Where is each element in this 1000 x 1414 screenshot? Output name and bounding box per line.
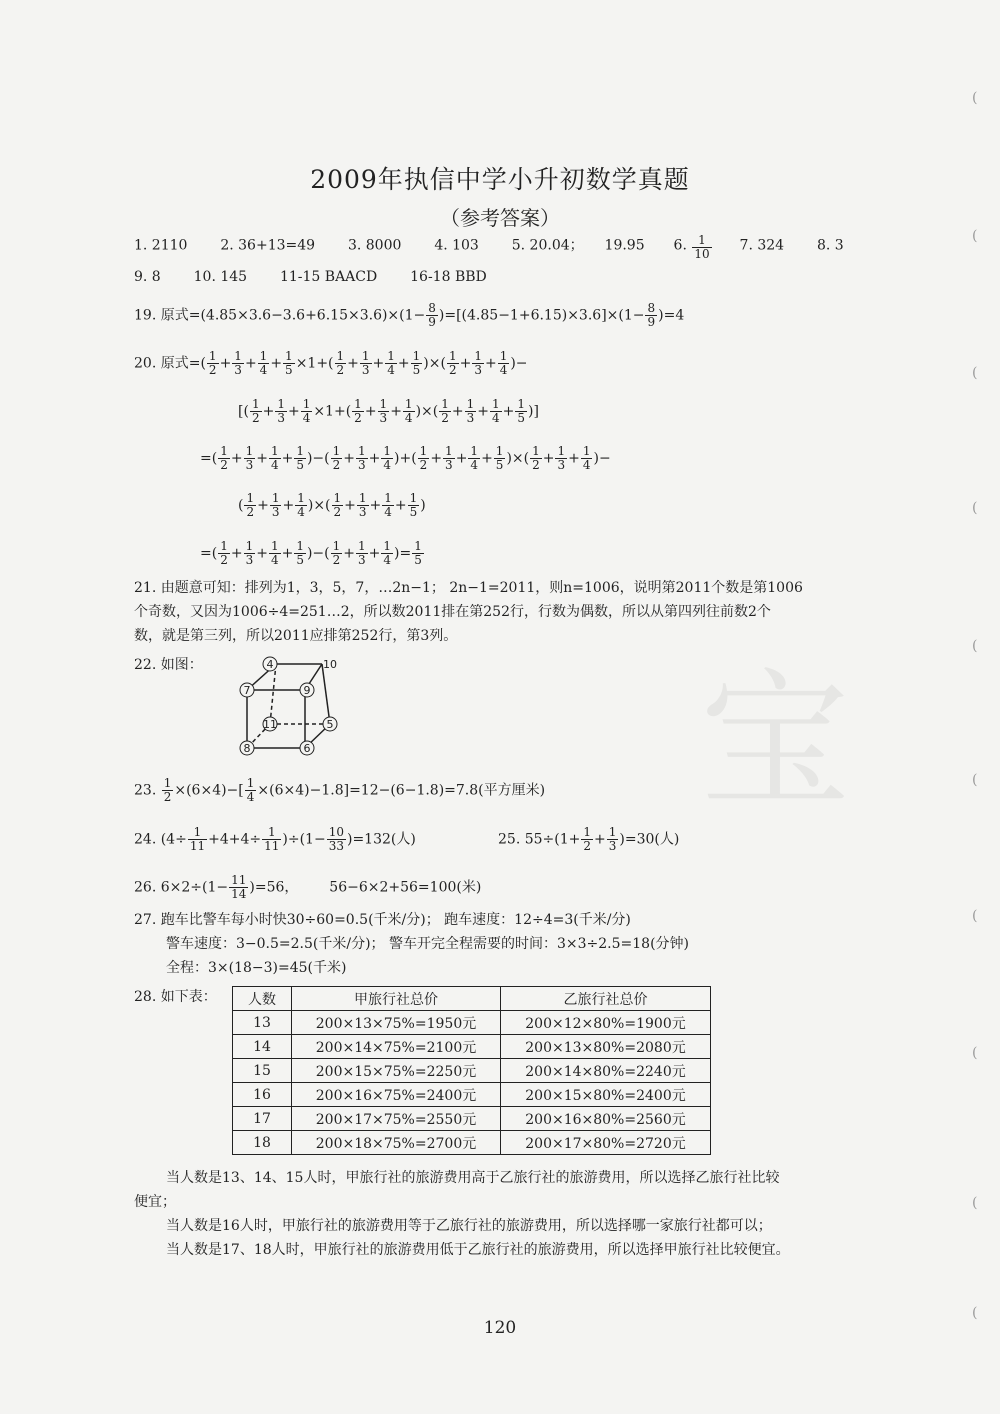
node-label: 9 (303, 684, 311, 697)
page-title: 2009年执信中学小升初数学真题 (310, 165, 690, 194)
question-28-conclusion: 当人数是13、14、15人时，甲旅行社的旅游费用高于乙旅行社的旅游费用，所以选择乙旅行社比较 便宜； 当人数是16人时，甲旅行社的旅游费用等于乙旅行社的旅游费用，所以选择哪一家旅行社都可以； 当人数是17、18人时，甲旅行社的旅游费用低于乙旅行社的旅游费用，所以选择甲旅行社比较便宜。 (134, 1170, 790, 1258)
answer-10: 10. 145 (193, 269, 248, 285)
margin-mark: ( (972, 500, 978, 516)
margin-mark: ( (972, 772, 978, 788)
margin-mark: ( (972, 1195, 978, 1211)
margin-mark: ( (972, 908, 978, 924)
question-20-line-3: =( $\frac{1}{2}$ + $\frac{1}{3}$ + $\frac{1}{4}$ + $\frac{1}{5}$ )−( $\frac{1}{2}$ + $\frac{1}{3}$ + $\frac{1}{4}$ )+( $\frac{1}{2}$ + $\frac{1}{3}$ + $\frac{1}{4}$ + $\frac{1}{5}$ )×( $\frac{1}{2}$ + $\frac{1}{3}$ + $\frac{1}{4}$ )− (200, 444, 611, 472)
page-subtitle: （参考答案） (440, 206, 560, 230)
table-cell: 200×18×75%=2700元 (292, 1131, 501, 1155)
header-count: 人数 (233, 987, 292, 1011)
question-24: 24. (4÷ $\frac{1}{11}$ +4+4÷ $\frac{1}{11}$ )÷(1− $\frac{10}{33}$ )=132(人) (134, 825, 416, 853)
answer-5: 5. 20.04； (511, 237, 584, 254)
answer-8: 8. 3 (816, 237, 844, 254)
margin-mark: ( (972, 365, 978, 381)
answer-11-15: 11-15 BAACD (279, 269, 378, 285)
question-23: 23. $\frac{1}{2}$ ×(6×4)−[ $\frac{1}{4}$ ×(6×4)−1.8]=12−(6−1.8)=7.8(平方厘米) (134, 776, 546, 804)
table-cell: 16 (233, 1083, 292, 1107)
margin-mark: ( (972, 1305, 978, 1321)
node-label: 5 (326, 718, 334, 731)
question-22-label: 22. 如图： (134, 657, 203, 673)
margin-mark: ( (972, 638, 978, 654)
answer-5b: 19.95 (604, 237, 645, 254)
margin-mark: ( (972, 1045, 978, 1061)
answer-3: 3. 8000 (347, 237, 402, 254)
node-label: 10 (323, 658, 337, 671)
answers-row-1 (134, 230, 844, 261)
margin-mark: ( (972, 228, 978, 244)
answer-1: 1. 2110 (134, 237, 188, 254)
answer-9: 9. 8 (134, 269, 161, 285)
table-cell: 15 (233, 1059, 292, 1083)
question-20-line-1: 20. 原式=( $\frac{1}{2}$ + $\frac{1}{3}$ + $\frac{1}{4}$ + $\frac{1}{5}$ ×1+( $\frac{1}{2}$ + $\frac{1}{3}$ + $\frac{1}{4}$ + $\frac{1}{5}$ )×( $\frac{1}{2}$ + $\frac{1}{3}$ + $\frac{1}{4}$ )− (134, 349, 528, 377)
answer-2: 2. 36+13=49 (220, 237, 316, 254)
table-row (233, 1107, 711, 1131)
question-26: 26. 6×2÷(1− $\frac{11}{14}$ )=56， 56−6×2+56=100(米) (134, 873, 482, 901)
node-label: 7 (243, 684, 251, 697)
price-table (232, 986, 711, 1155)
question-20-line-2: [( $\frac{1}{2}$ + $\frac{1}{3}$ + $\frac{1}{4}$ ×1+( $\frac{1}{2}$ + $\frac{1}{3}$ + $\frac{1}{4}$ )×( $\frac{1}{2}$ + $\frac{1}{3}$ + $\frac{1}{4}$ + $\frac{1}{5}$ )] (238, 397, 539, 425)
table-cell: 14 (233, 1035, 292, 1059)
table-cell: 200×13×75%=1950元 (292, 1011, 501, 1035)
table-cell: 17 (233, 1107, 292, 1131)
table-cell: 200×16×75%=2400元 (292, 1083, 501, 1107)
table-cell: 200×17×75%=2550元 (292, 1107, 501, 1131)
question-21: 21. 由题意可知：排列为1，3，5，7，…2n−1； 2n−1=2011，则n=1006，说明第2011个数是第1006 个奇数，又因为1006÷4=251…2，所以数2011排在第252行，行数为偶数，所以从第四列往前数2个 数，就是第三列，所以2011应排第252行，第3列。 (134, 580, 803, 644)
node-label: 11 (263, 718, 277, 731)
table-row (233, 1059, 711, 1083)
answer-7: 7. 324 (739, 237, 785, 254)
answer-16-18: 16-18 BBD (410, 269, 487, 285)
table-cell: 200×14×75%=2100元 (292, 1035, 501, 1059)
table-cell: 200×12×80%=1900元 (501, 1011, 711, 1035)
page-number: 120 (483, 1318, 517, 1338)
table-cell: 200×16×80%=2560元 (501, 1107, 711, 1131)
table-row (233, 1011, 711, 1035)
answer-6: 6. (673, 237, 687, 254)
table-cell: 200×14×80%=2240元 (501, 1059, 711, 1083)
question-25: 25. 55÷(1+ $\frac{1}{2}$ + $\frac{1}{3}$ )=30(人) (498, 825, 680, 853)
header-agency-a: 甲旅行社总价 (292, 987, 501, 1011)
table-cell: 200×15×80%=2400元 (501, 1083, 711, 1107)
fraction: $\frac{8}{9}$ (428, 301, 436, 329)
fraction: $\frac{8}{9}$ (647, 301, 656, 329)
table-cell: 18 (233, 1131, 292, 1155)
question-19: 19. 原式=(4.85×3.6−3.6+6.15×3.6)×(1− $\frac{8}{9}$ )=[(4.85−1+6.15)×3.6]×(1− $\frac{8}{9}$ )=4 (134, 301, 685, 329)
table-cell: 200×15×75%=2250元 (292, 1059, 501, 1083)
table-row (233, 1083, 711, 1107)
node-label: 8 (243, 742, 251, 755)
margin-mark: ( (972, 90, 978, 106)
answer-4: 4. 103 (434, 237, 479, 254)
question-28-label: 28. 如下表： (134, 989, 217, 1005)
cube-diagram (230, 652, 350, 762)
table-row (233, 1131, 711, 1155)
table-row (233, 1035, 711, 1059)
table-cell: 13 (233, 1011, 292, 1035)
question-20-line-5: =( $\frac{1}{2}$ + $\frac{1}{3}$ + $\frac{1}{4}$ + $\frac{1}{5}$ )−( $\frac{1}{2}$ + $\frac{1}{3}$ + $\frac{1}{4}$ )= $\frac{1}{5}$ (200, 539, 422, 567)
fraction: $\frac{1}{10}$ (694, 233, 710, 261)
table-cell: 200×17×80%=2720元 (501, 1131, 711, 1155)
watermark-glyph: 宝 (700, 655, 851, 829)
node-label: 4 (266, 658, 274, 671)
node-label: 6 (303, 742, 311, 755)
header-agency-b: 乙旅行社总价 (501, 987, 711, 1011)
table-header-row (233, 987, 711, 1011)
question-27: 27. 跑车比警车每小时快30÷60=0.5(千米/分)； 跑车速度：12÷4=3(千米/分) 警车速度：3−0.5=2.5(千米/分)； 警车开完全程需要的时间：3×3÷2.5=18(分钟) 全程：3×(18−3)=45(千米) (134, 912, 689, 976)
answers-row-2 (134, 268, 487, 286)
table-cell: 200×13×80%=2080元 (501, 1035, 711, 1059)
question-20-line-4: ( $\frac{1}{2}$ + $\frac{1}{3}$ + $\frac{1}{4}$ )×( $\frac{1}{2}$ + $\frac{1}{3}$ + $\frac{1}{4}$ + $\frac{1}{5}$ ) (238, 491, 426, 519)
